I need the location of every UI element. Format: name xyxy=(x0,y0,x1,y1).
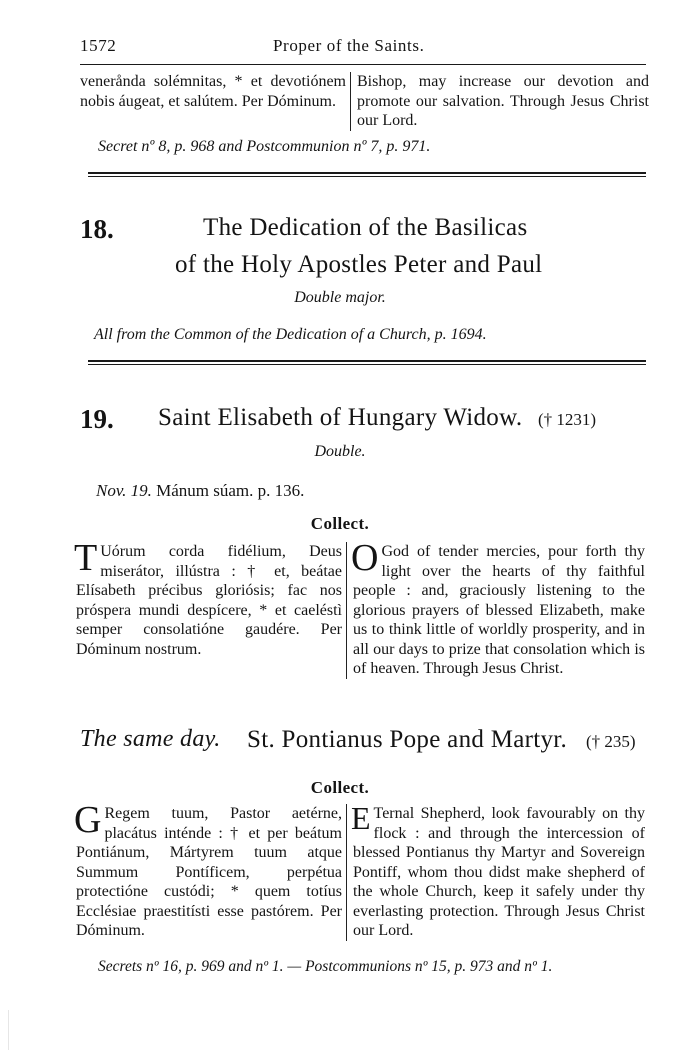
running-header xyxy=(80,36,646,58)
page-number: 1572 xyxy=(80,36,117,55)
latin-column: venerånda solémnitas, * et devotiónem nobis áugeat, et salútem. Per Dóminum. xyxy=(80,73,346,110)
introit-reference: Nov. 19. Mánum súam. p. 136. xyxy=(96,481,305,500)
section-rule xyxy=(88,172,646,174)
drop-cap-o: O xyxy=(351,537,379,579)
continuation-columns xyxy=(80,72,649,131)
collect-columns-19 xyxy=(74,537,645,679)
section-rule-thin xyxy=(88,364,646,365)
section-number-18: 18. xyxy=(80,214,114,244)
death-date-19: († 1231) xyxy=(538,410,597,429)
death-date-pontianus: († 235) xyxy=(586,732,636,751)
drop-cap-e: E xyxy=(351,800,371,836)
drop-cap-t: T xyxy=(74,537,98,579)
english-collect-pontianus: E Ternal Shepherd, look favourably on thy flock : and through the intercession of blessed Pontianus thy Martyr and Sovereign Pontiff, whom thou didst make shepherd of the whole Church, keep it safely under thy everlasting protection. Through Jesus Christ our Lord. xyxy=(346,804,645,941)
english-column: Bishop, may increase our devotion and promote our salvation. Through Jesus Christ our Lord. xyxy=(350,72,649,131)
collect-heading-pontianus: Collect. xyxy=(310,778,370,797)
rank-19: Double. xyxy=(314,443,366,460)
section-rule-thin xyxy=(88,176,646,177)
margin-mark xyxy=(8,1010,9,1050)
running-title: Proper of the Saints. xyxy=(273,36,425,55)
collect-columns-pontianus xyxy=(74,799,645,941)
section-title-18-line1: The Dedication of the Basilicas xyxy=(203,214,528,241)
latin-collect-19: T Uórum corda fidélium, Deus miserátor, illústra : † et, beátae Elísabeth précibus gloriósis; fac nos próspera mundi despícere, * et caeléstì semper consolatióne gaudére. Per Dóminum nostrum. xyxy=(74,537,342,658)
collect-heading-19: Collect. xyxy=(310,514,370,533)
secret-postcommunion-note: Secret nº 8, p. 968 and Postcommunion nº 7, p. 971. xyxy=(98,138,431,155)
section-number-19: 19. xyxy=(80,404,114,434)
english-collect-19: O God of tender mercies, pour forth thy light over the hearts of thy faithful people : and, graciously listening to the glorious prayers of blessed Elizabeth, make us to think little of worldly prosperity, and in all our days to prize that consolation which is of heaven. Through Jesus Christ. xyxy=(346,542,645,679)
section-rule xyxy=(88,360,646,362)
drop-cap-g: G xyxy=(74,799,102,841)
section-title-19: Saint Elisabeth of Hungary Widow. xyxy=(158,404,523,431)
section-18-note: All from the Common of the Dedication of a Church, p. 1694. xyxy=(94,326,487,343)
latin-collect-pontianus: G Regem tuum, Pastor aetérne, placátus inténde : † et per beátum Pontiánum, Mártyrem tuum atque Summum Pontíficem, perpétua protectióne custódi; * quem totíus Ecclésiae praestitísti esse pastórem. Per Dóminum. xyxy=(74,799,342,939)
section-title-pontianus: St. Pontianus Pope and Martyr. xyxy=(247,726,568,753)
rank-18: Double major. xyxy=(294,289,386,306)
section-title-18-line2: of the Holy Apostles Peter and Paul xyxy=(175,251,543,278)
header-rule xyxy=(80,64,646,65)
secrets-postcommunions-note: Secrets nº 16, p. 969 and nº 1. — Postcommunions nº 15, p. 973 and nº 1. xyxy=(98,958,553,975)
same-day-label: The same day. xyxy=(80,726,221,752)
